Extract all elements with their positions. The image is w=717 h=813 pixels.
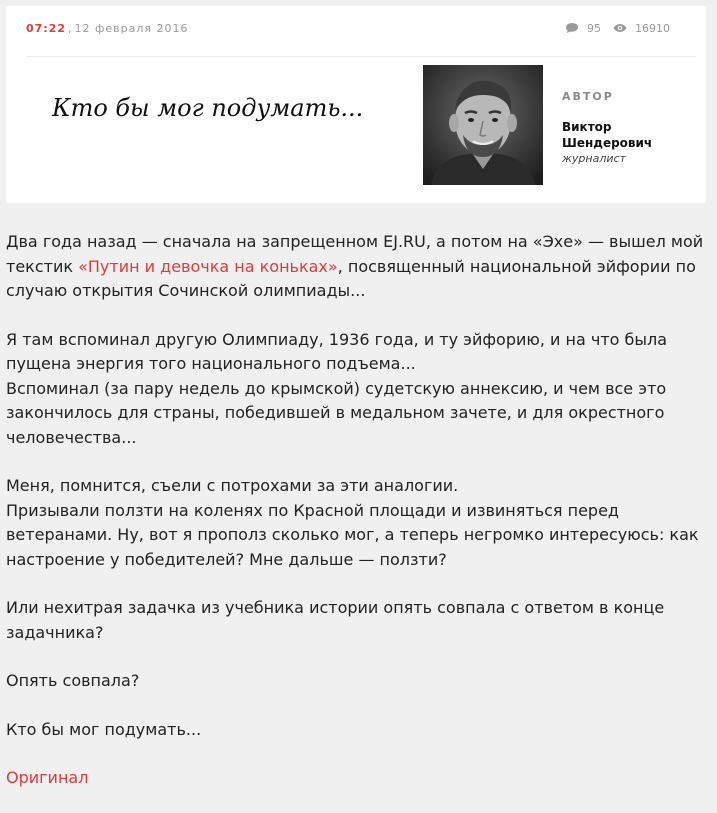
paragraph-3-line-1: Меня, помнится, съели с потрохами за эти аналогии. [6, 476, 459, 495]
article-stats [553, 20, 670, 36]
comments-count-item[interactable] [565, 22, 601, 35]
publish-time: 07:22 [26, 21, 67, 35]
author-block [562, 90, 702, 165]
article-title: Кто бы мог подумать... [52, 94, 364, 122]
article-header-card [6, 6, 706, 203]
paragraph-3 [6, 474, 710, 572]
paragraph-3-line-2: Призывали ползти на коленях по Красной площади и извиняться перед ветеранами. Ну, вот я прополз сколько мог, а теперь негромко интересуюсь: как настроение у победителей? Мне дальше — ползти? [6, 500, 699, 569]
paragraph-1-after: , посвященный национальной эйфории по случаю открытия Сочинской олимпиады... [6, 256, 696, 300]
views-count-item [613, 22, 670, 35]
related-article-link[interactable]: «Путин и девочка на коньках» [78, 256, 338, 276]
paragraph-1-before: Два года назад — сначала на запрещенном EJ.RU, а потом на «Эхе» — вышел мой текстик [6, 232, 704, 276]
paragraph-2-line-1: Я там вспоминал другую Олимпиаду, 1936 года, и ту эйфорию, и на что была пущена энергия того национального подъема... [6, 329, 668, 373]
header-divider [26, 56, 696, 57]
article-body [6, 230, 710, 791]
views-count: 16910 [635, 21, 670, 35]
author-label: АВТОР [562, 90, 614, 103]
author-last-name[interactable]: Шендерович [562, 136, 653, 150]
paragraph-2-line-2: Вспоминал (за пару недель до крымской) судетскую аннексию, и чем все это закончилось для страны, победившей в медальном зачете, и для окрестного человечества... [6, 378, 667, 447]
original-source-link[interactable]: Оригинал [6, 768, 89, 787]
comment-icon [565, 22, 579, 34]
paragraph-6: Кто бы мог подумать... [6, 719, 202, 739]
paragraph-4: Или нехитрая задачка из учебника истории опять совпала с ответом в конце задачника? [6, 598, 665, 642]
paragraph-5: Опять совпала? [6, 671, 140, 690]
publish-date: 12 февраля 2016 [74, 21, 189, 35]
author-role: журналист [562, 152, 626, 165]
eye-icon [613, 23, 627, 33]
paragraph-1 [6, 230, 710, 304]
comments-count: 95 [587, 21, 601, 35]
paragraph-2 [6, 328, 710, 451]
author-first-name[interactable]: Виктор [562, 120, 612, 134]
author-photo[interactable] [423, 65, 543, 185]
author-name[interactable] [562, 119, 702, 151]
article-meta [26, 20, 189, 36]
meta-separator: , [68, 21, 73, 35]
